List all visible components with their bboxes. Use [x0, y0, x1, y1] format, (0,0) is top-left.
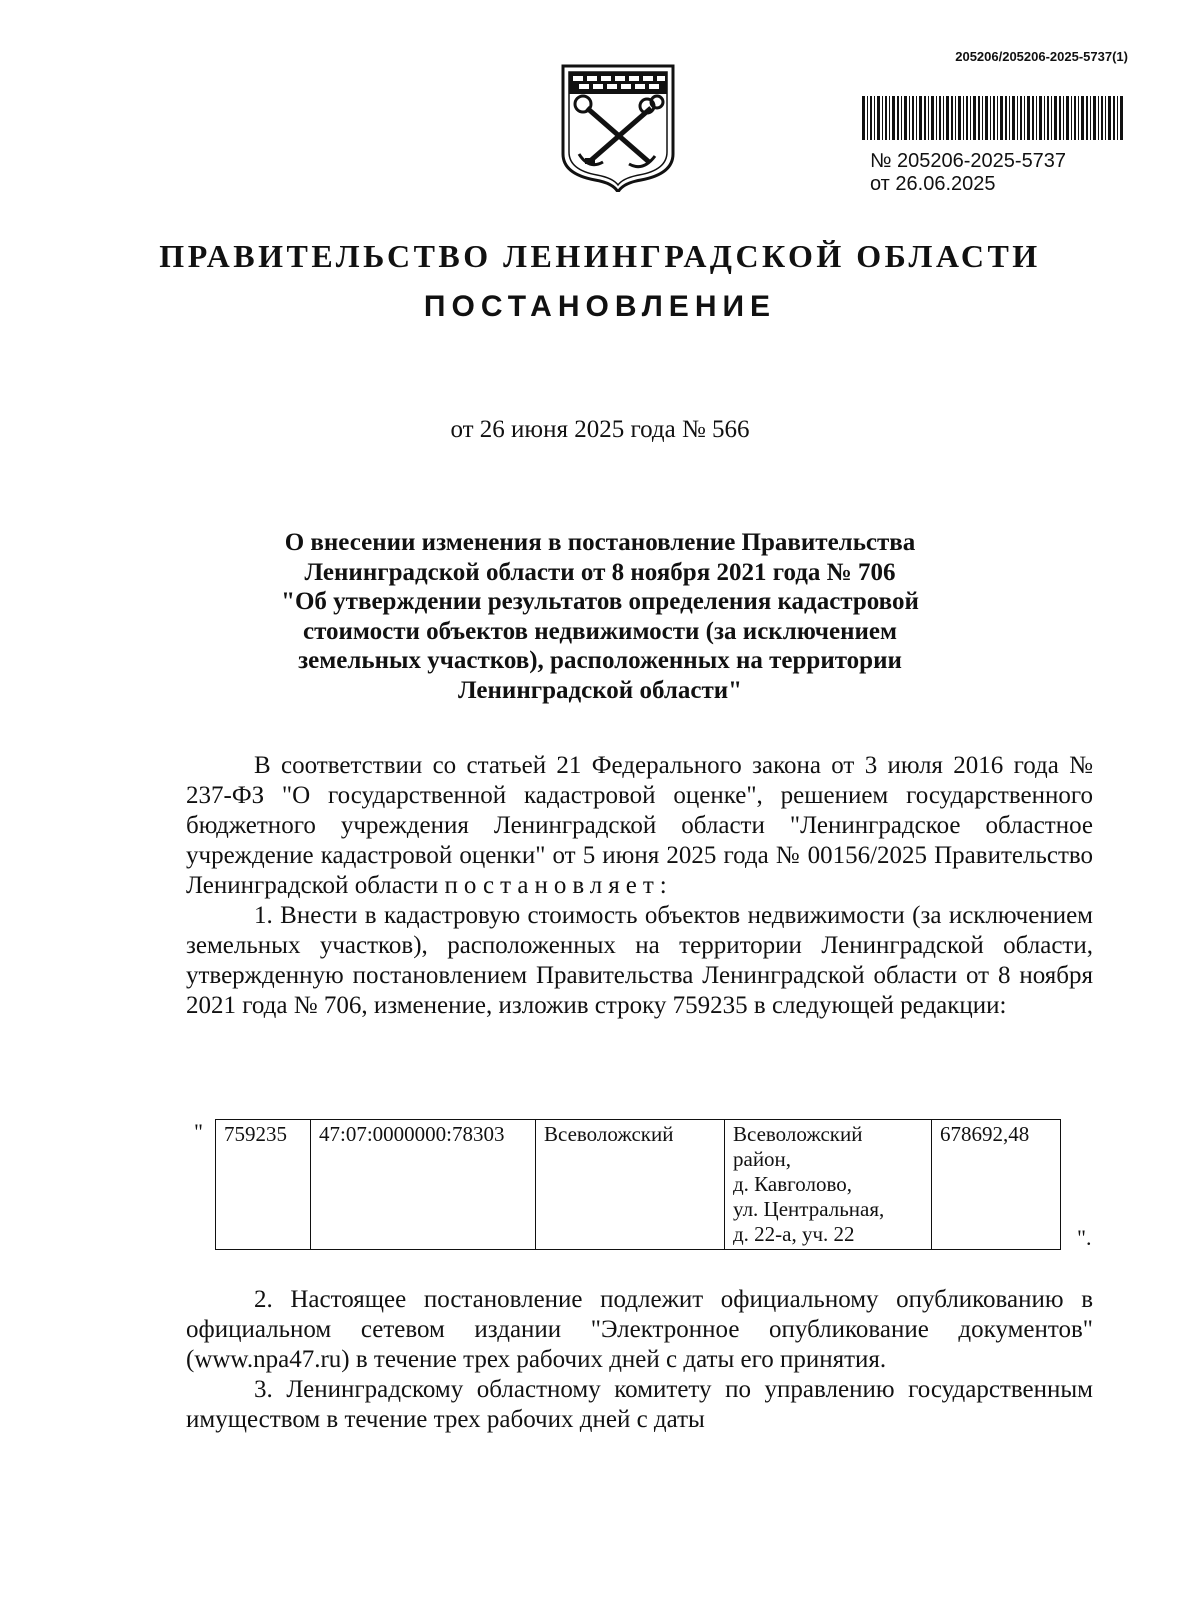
cadastral-table — [215, 1119, 1061, 1250]
government-title: ПРАВИТЕЛЬСТВО ЛЕНИНГРАДСКОЙ ОБЛАСТИ — [159, 238, 1041, 274]
row-number-cell: 759235 — [216, 1120, 311, 1250]
preamble-text: В соответствии со статьей 21 Федерального закона от 3 июля 2016 года № 237-ФЗ "О государственной кадастровой оценке", решением государственного бюджетного учреждения Ленинградской области "Ленинградское областное учреждение кадастровой оценки" от 5 июня 2025 года № 00156/2025 Правительство Ленинградской области — [186, 752, 1093, 899]
preamble-block — [186, 751, 1093, 1021]
registration-code: 205206/205206-2025-5737(1) — [955, 49, 1128, 64]
document-date-number: от 26 июня 2025 года № 566 — [450, 416, 750, 443]
subject-line: Ленинградской области" — [457, 676, 743, 704]
subject-line: "Об утверждении результатов определения кадастровой — [281, 588, 919, 615]
cadastral-number-cell: 47:07:0000000:78303 — [311, 1120, 536, 1250]
table-close-quote: ". — [1077, 1225, 1092, 1250]
item-1-paragraph: 1. Внести в кадастровую стоимость объектов недвижимости (за исключением земельных участков), расположенных на территории Ленинградской области, утвержденную постановлением Правительства Ленинградской области от 8 ноября 2021 года № 706, изменение, изложив строку 759235 в следующей редакции: — [186, 902, 1093, 1019]
preamble-paragraph — [186, 751, 1093, 901]
coat-of-arms-icon — [559, 62, 677, 192]
district-cell: Всеволожский — [536, 1120, 725, 1250]
subject-line: земельных участков), расположенных на территории — [298, 647, 902, 674]
table-open-quote: " — [194, 1119, 203, 1144]
address-line: д. 22-а, уч. 22 — [733, 1222, 855, 1246]
document-type: ПОСТАНОВЛЕНИЕ — [423, 290, 777, 323]
registration-number: № 205206-2025-5737 — [870, 150, 1067, 172]
document-subject — [220, 528, 980, 705]
item-2-paragraph: 2. Настоящее постановление подлежит официальному опубликованию в официальном сетевом издании "Электронное опубликование документов" (www.npa47.ru) в течение трех рабочих дней с даты его принятия. — [186, 1286, 1093, 1373]
barcode — [862, 96, 1124, 140]
address-line: район, — [733, 1147, 792, 1171]
subject-line: стоимости объектов недвижимости (за исключением — [302, 617, 898, 645]
address-line: ул. Центральная, — [733, 1197, 885, 1221]
decree-word: постановляет: — [444, 872, 673, 899]
subject-line: О внесении изменения в постановление Правительства — [284, 529, 916, 556]
address-line: д. Кавголово, — [733, 1172, 852, 1196]
subject-line: Ленинградской области от 8 ноября 2021 года № 706 — [304, 558, 896, 586]
registration-date: от 26.06.2025 — [870, 173, 996, 195]
item-3-paragraph: 3. Ленинградскому областному комитету по управлению государственным имуществом в течение трех рабочих дней с даты — [186, 1376, 1093, 1433]
items-block — [186, 1285, 1093, 1435]
table-row — [216, 1120, 1061, 1250]
address-cell — [725, 1120, 932, 1250]
address-line: Всеволожский — [733, 1122, 863, 1146]
cadastral-value-cell: 678692,48 — [932, 1120, 1061, 1250]
